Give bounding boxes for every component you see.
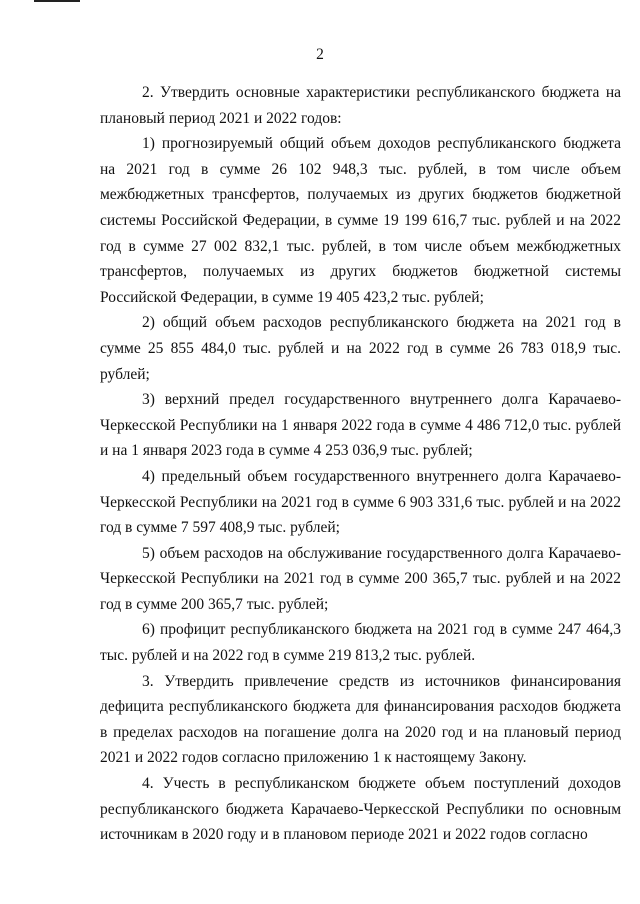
document-body — [100, 80, 621, 848]
page-number: 2 — [316, 46, 324, 63]
top-rule — [34, 0, 80, 2]
paragraph-2-item-1: 1) прогнозируемый общий объем доходов республиканского бюджета на 2021 год в сумме 26 102 948,3 тыс. рублей, в том числе объем межбюджетных трансфертов, получаемых из других бюджетов бюджетной системы Российской Федерации, в сумме 19 199 616,7 тыс. рублей и на 2022 год в сумме 27 002 832,1 тыс. рублей, в том числе объем межбюджетных трансфертов, получаемых из других бюджетов бюджетной системы Российской Федерации, в сумме 19 405 423,2 тыс. рублей; — [100, 135, 621, 306]
paragraph-2-item-2: 2) общий объем расходов республиканского бюджета на 2021 год в сумме 25 855 484,0 тыс. рублей и на 2022 год в сумме 26 783 018,9 тыс. рублей; — [100, 314, 621, 383]
paragraph-2-item-6: 6) профицит республиканского бюджета на 2021 год в сумме 247 464,3 тыс. рублей и на 2022 год в сумме 219 813,2 тыс. рублей. — [100, 621, 621, 665]
paragraph-4: 4. Учесть в республиканском бюджете объем поступлений доходов республиканского бюджета Карачаево-Черкесской Республики по основным источникам в 2020 году и в плановом периоде 2021 и 2022 годов согласно — [100, 775, 621, 844]
paragraph-3: 3. Утвердить привлечение средств из источников финансирования дефицита республиканского бюджета для финансирования расходов бюджета в пределах расходов на погашение долга на 2020 год и на плановый период 2021 и 2022 годов согласно приложению 1 к настоящему Закону. — [100, 672, 621, 767]
paragraph-2-item-3: 3) верхний предел государственного внутреннего долга Карачаево-Черкесской Республики на 1 января 2022 года в сумме 4 486 712,0 тыс. рублей и на 1 января 2023 года в сумме 4 253 036,9 тыс. рублей; — [100, 391, 621, 460]
paragraph-2-item-5: 5) объем расходов на обслуживание государственного долга Карачаево-Черкесской Республики на 2021 год в сумме 200 365,7 тыс. рублей и на 2022 год в сумме 200 365,7 тыс. рублей; — [100, 544, 621, 613]
paragraph-2-item-4: 4) предельный объем государственного внутреннего долга Карачаево-Черкесской Республики на 2021 год в сумме 6 903 331,6 тыс. рублей и на 2022 год в сумме 7 597 408,9 тыс. рублей; — [100, 467, 621, 537]
paragraph-2: 2. Утвердить основные характеристики республиканского бюджета на плановый период 2021 и 2022 годов: — [100, 84, 621, 127]
